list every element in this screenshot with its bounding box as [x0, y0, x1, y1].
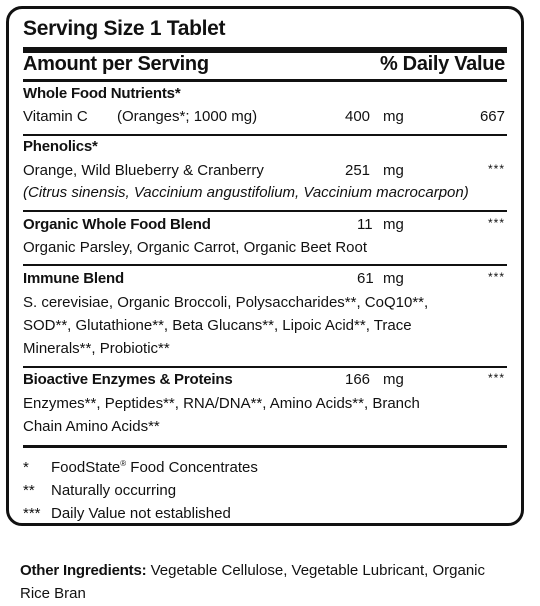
bioactive-ingredients-line: Chain Amino Acids**: [23, 418, 160, 435]
registered-mark: ®: [120, 459, 127, 468]
divider: [23, 264, 507, 266]
divider: [23, 366, 507, 368]
divider: [23, 79, 507, 82]
footnote-text: FoodState® Food Concentrates: [51, 459, 258, 476]
footnote-text: Daily Value not established: [51, 505, 231, 522]
section-title-organic-blend: Organic Whole Food Blend: [23, 216, 211, 233]
footnote-symbol: *: [23, 459, 29, 476]
nutrient-source: (Oranges*; 1000 mg): [117, 108, 258, 125]
supplement-facts-panel: [6, 6, 524, 526]
footnote-text: Naturally occurring: [51, 482, 177, 499]
immune-ingredients-line: Minerals**, Probiotic**: [23, 340, 170, 357]
phenolics-daily-value: ***: [487, 162, 505, 176]
immune-amount: 61: [357, 270, 374, 287]
nutrient-unit: mg: [383, 108, 404, 125]
bioactive-unit: mg: [383, 371, 404, 388]
nutrient-name: Vitamin C: [23, 108, 88, 125]
section-title-phenolics: Phenolics*: [23, 138, 98, 155]
footnote-symbol: **: [23, 482, 35, 499]
divider: [23, 445, 507, 448]
bioactive-ingredients-line: Enzymes**, Peptides**, RNA/DNA**, Amino Acids**, Branch: [23, 395, 420, 412]
footnote-symbol: ***: [23, 505, 41, 522]
organic-ingredients: Organic Parsley, Organic Carrot, Organic Beet Root: [23, 239, 368, 256]
serving-size: Serving Size 1 Tablet: [23, 17, 226, 40]
nutrient-daily-value: 667: [479, 108, 505, 125]
bioactive-daily-value: ***: [487, 371, 505, 385]
divider: [23, 134, 507, 136]
nutrient-amount: 400: [345, 108, 371, 125]
phenolics-latin-names: (Citrus sinensis, Vaccinium angustifolium, Vaccinium macrocarpon): [23, 184, 469, 201]
amount-per-serving-header: Amount per Serving: [23, 53, 209, 75]
section-title-immune-blend: Immune Blend: [23, 270, 124, 287]
other-ingredients-text: Vegetable Cellulose, Vegetable Lubricant, Organic Rice Bran: [20, 562, 485, 602]
organic-daily-value: ***: [487, 216, 505, 230]
phenolics-amount: 251: [345, 162, 371, 179]
section-title-whole-food: Whole Food Nutrients*: [23, 85, 181, 102]
section-title-bioactive: Bioactive Enzymes & Proteins: [23, 371, 233, 388]
divider: [23, 210, 507, 212]
daily-value-header: % Daily Value: [379, 53, 505, 75]
immune-daily-value: ***: [487, 270, 505, 284]
immune-ingredients-line: SOD**, Glutathione**, Beta Glucans**, Lipoic Acid**, Trace: [23, 317, 412, 334]
other-ingredients-label: Other Ingredients:: [20, 562, 147, 579]
other-ingredients: [20, 559, 490, 605]
organic-unit: mg: [383, 216, 404, 233]
phenolics-unit: mg: [383, 162, 404, 179]
immune-ingredients-line: S. cerevisiae, Organic Broccoli, Polysaccharides**, CoQ10**,: [23, 294, 429, 311]
phenolics-text: Orange, Wild Blueberry & Cranberry: [23, 162, 264, 179]
immune-unit: mg: [383, 270, 404, 287]
bioactive-amount: 166: [345, 371, 371, 388]
organic-amount: 11: [357, 216, 373, 233]
